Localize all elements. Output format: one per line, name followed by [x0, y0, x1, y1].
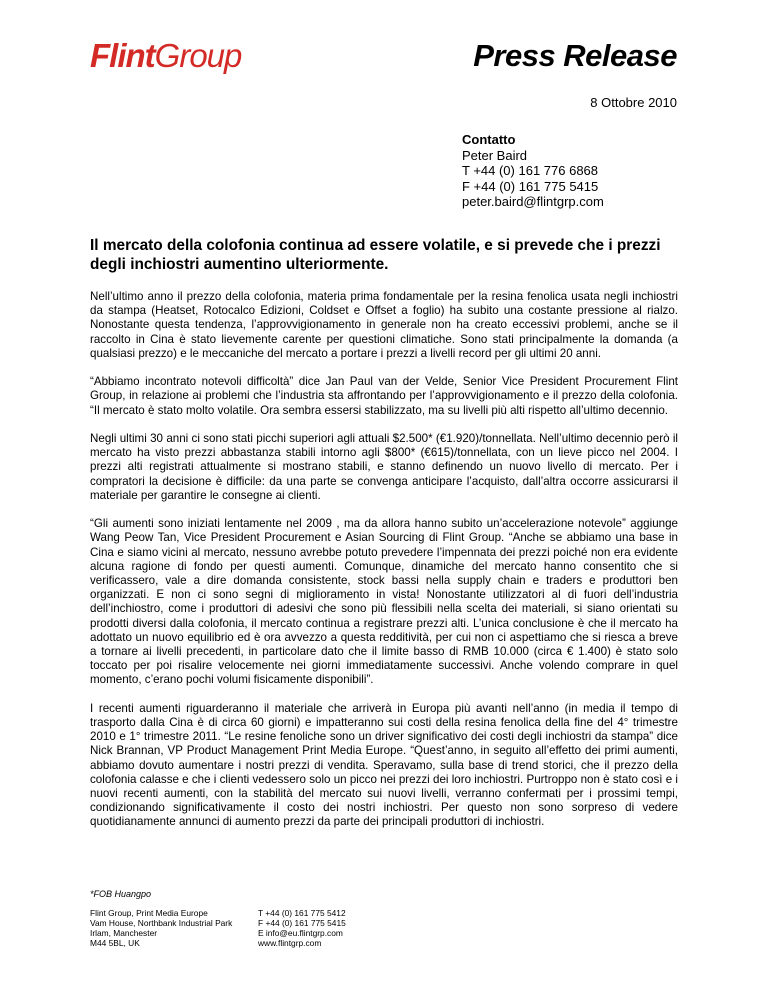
paragraph: “Gli aumenti sono iniziati lentamente nel 2009 , ma da allora hanno subito un’accelerazione notevole” aggiunge Wang Peow Tan, Vice President Procurement e Asian Sourcing di Flint Group. “Anche se abbiamo una base in Cina e siamo vicini al mercato, nessuno avrebbe potuto prevedere l’impennata dei prezzi poiché non era evidente alcuna ragione di fondo per questi aumenti. Comunque, dinamiche del mercato hanno consentito che si verificassero, vale a dire domanda consistente, stock bassi nella supply chain e traders e produttori ben organizzati. E non ci sono segni di miglioramento in vista! Nonostante utilizzatori al di fuori dell’industria dell’inchiostro, come i produttori di adesivi che sono più flessibili nella scelta dei materiali, si siano orientati su prodotti diversi dalla colofonia, il mercato continua a registrare prezzi alti. L’unica conclusione è che il mercato ha adottato un nuovo equilibrio ed è ora avvezzo a questa redditività, per cui non ci aspettiamo che si riesca a breve a tornare ai livelli precedenti, in particolare dato che il limite basso di RMB 10.000 (circa € 1.400) è stato solo toccato per poi risalire velocemente nei giorni immediatamente successivi. Anche volendo comprare in quel momento, c’erano pochi volumi fisicamente disponibili”. — [90, 517, 678, 687]
footer-website: www.flintgrp.com — [258, 938, 322, 948]
paragraph: I recenti aumenti riguarderanno il materiale che arriverà in Europa più avanti nell’anno (in media il tempo di trasporto dalla Cina è di circa 60 giorni) e impatteranno sui costi della resina fenolica della fine del 4° trimestre 2010 e 1° trimestre 2011. “Le resine fenoliche sono un driver significativo dei costi degli inchiostri da stampa” dice Nick Brannan, VP Product Management Print Media Europe. “Quest’anno, in seguito all’effetto dei primi aumenti, abbiamo dovuto aumentare i nostri prezzi di vendita. Speravamo, sulla base di trend storici, che il prezzo della colofonia calasse e che i clienti vedessero solo un picco nei prezzi dei loro inchiostri. Purtroppo non è stato così e i nuovi recenti aumenti, con la stabilità del mercato sui nuovi livelli, verranno confermati per i prossimi tempi, condizionando significativamente il costo dei nostri inchiostri. Per questo non sono sorpreso di vedere quotidianamente annunci di aumento prezzi da parte dei principali produttori di inchiostri. — [90, 701, 678, 829]
contact-heading: Contatto — [462, 132, 516, 147]
footer-address-line: Vam House, Northbank Industrial Park — [90, 918, 233, 928]
contact-phone: T +44 (0) 161 776 6868 — [462, 163, 599, 178]
press-release-title: Press Release — [473, 38, 677, 73]
contact-name: Peter Baird — [462, 147, 528, 163]
contact-block — [462, 132, 604, 210]
release-date: 8 Ottobre 2010 — [590, 95, 677, 110]
footer-address-line: Irlam, Manchester — [90, 928, 158, 938]
footer-address — [90, 908, 232, 948]
paragraph: Nell’ultimo anno il prezzo della colofonia, materia prima fondamentale per la resina fenolica usata negli inchiostri da stampa (Heatset, Rotocalco Edizioni, Coldset e Offset a foglio) ha subito una costante pressione al rialzo. Nonostante questa tendenza, l’approvvigionamento in generale non ha creato eccessivi problemi, anche se il raccolto in Cina è stato lievemente carente per questioni climatiche. Sono stati principalmente la domanda (a qualsiasi prezzo) e le meccaniche del mercato a portare i prezzi a livelli record per gli ultimi 20 anni. — [90, 290, 678, 360]
headline: Il mercato della colofonia continua ad essere volatile, e si prevede che i prezzi degli inchiostri aumentino ulteriormente. — [90, 237, 661, 273]
footer-address-line: M44 5BL, UK — [90, 938, 140, 948]
article-body — [90, 290, 678, 844]
footer-fax: F +44 (0) 161 775 5415 — [258, 918, 346, 928]
footer-phone: T +44 (0) 161 775 5412 — [258, 908, 346, 918]
paragraph: “Abbiamo incontrato notevoli difficoltà” dice Jan Paul van der Velde, Senior Vice President Procurement Flint Group, in relazione ai problemi che l’industria sta affrontando per l’approvvigionamento e il prezzo della colofonia. “Il mercato è stato molto volatile. Ora sembra essersi stabilizzato, ma su livelli più alti rispetto all’ultimo decennio. — [90, 375, 678, 417]
footer-address-line: Flint Group, Print Media Europe — [90, 908, 208, 918]
flint-group-logo — [90, 36, 241, 76]
footer-email: E info@eu.flintgrp.com — [258, 928, 343, 938]
footer-contacts — [258, 908, 346, 948]
footnote: *FOB Huangpo — [90, 889, 152, 899]
logo-group-text: Group — [154, 37, 242, 74]
contact-fax: F +44 (0) 161 775 5415 — [462, 178, 599, 194]
paragraph: Negli ultimi 30 anni ci sono stati picchi superiori agli attuali $2.500* (€1.920)/tonnellata. Nell’ultimo decennio però il mercato ha visto prezzi abbastanza stabili intorno agli $800* (€615)/tonnellata, con un lieve picco nel 2004. I prezzi alti registrati attualmente si mostrano stabili, e stanno definendo un nuovo livello di mercato. Per i compratori la decisione è difficile: da una parte se convenga anticipare l’acquisto, dall’altra occorre assicurarsi il materiale per garantire le consegne ai clienti. — [90, 432, 678, 502]
contact-email: peter.baird@flintgrp.com — [462, 194, 604, 209]
logo-flint-text: Flint — [90, 37, 155, 74]
